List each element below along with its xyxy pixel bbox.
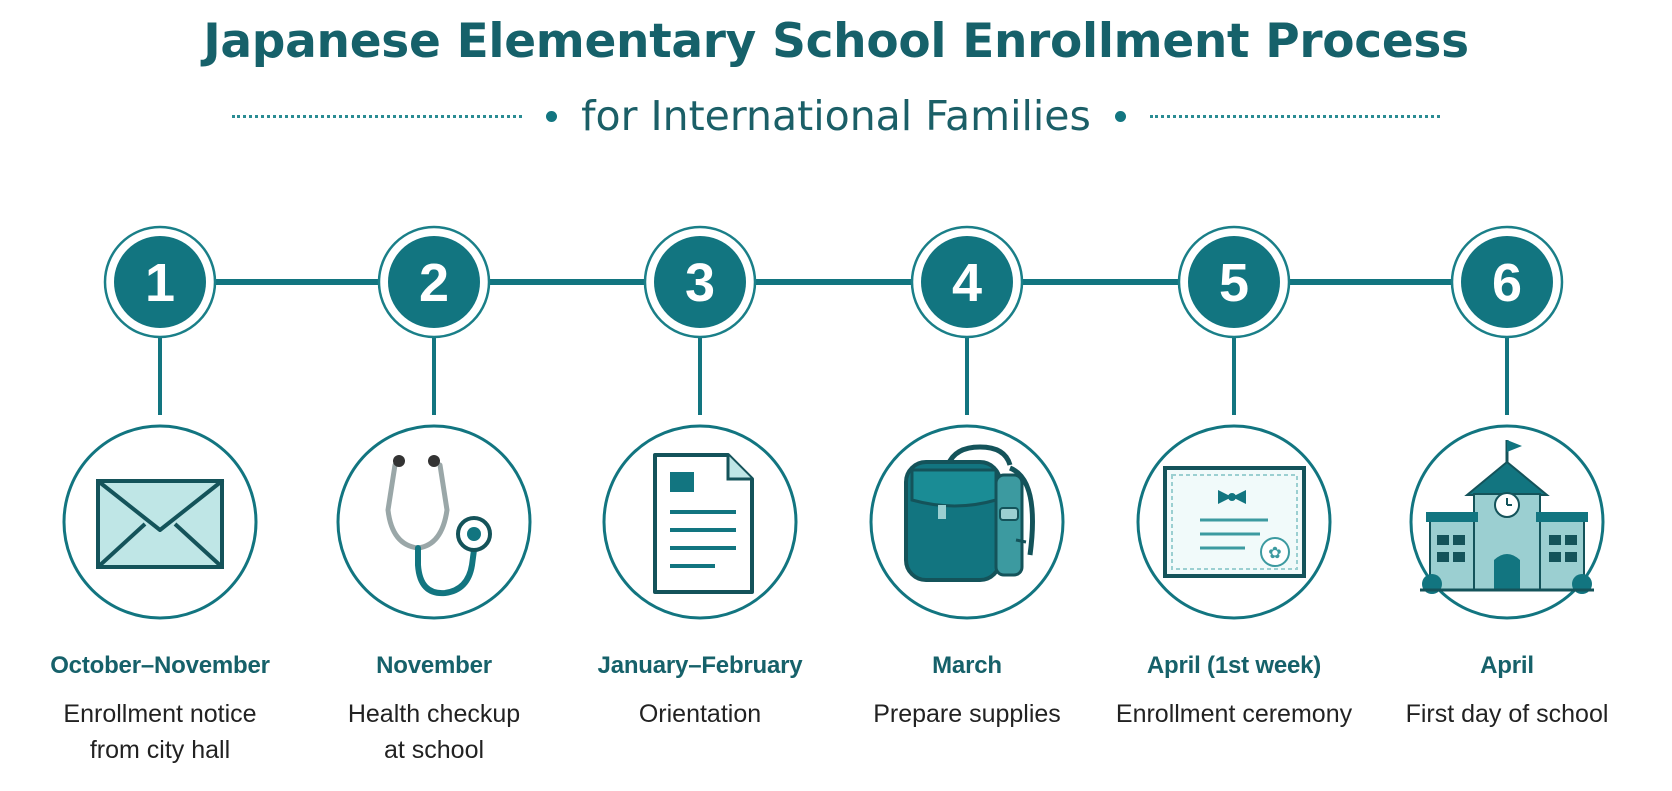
step-5	[1138, 227, 1330, 618]
step-5-description-line-1: Enrollment ceremony	[1115, 700, 1353, 728]
svg-text:✿: ✿	[1268, 543, 1282, 562]
step-2-description-line-1: Health checkup	[347, 700, 521, 728]
step-5-date: April (1st week)	[1146, 652, 1322, 679]
step-4-date: March	[932, 652, 1002, 679]
step-3-description	[555, 696, 845, 732]
step-2-description-line-2: at school	[383, 736, 485, 764]
step-6-description	[1362, 696, 1652, 732]
step-3-date: January–February	[597, 652, 803, 679]
step-1-date: October–November	[50, 652, 270, 679]
step-1-description-line-1: Enrollment notice	[63, 700, 257, 728]
step-2-number: 2	[418, 253, 450, 313]
page-subtitle: for International Families	[581, 92, 1091, 140]
step-6-number: 6	[1491, 253, 1523, 313]
step-5-description	[1089, 696, 1379, 732]
backpack-icon	[906, 447, 1033, 580]
envelope-icon	[98, 481, 222, 567]
step-2	[338, 227, 530, 618]
step-4	[871, 227, 1063, 618]
page-title: Japanese Elementary School Enrollment Process	[203, 14, 1469, 69]
step-2-description	[289, 696, 579, 768]
step-6	[1411, 227, 1603, 618]
document-icon	[655, 455, 752, 592]
step-1	[64, 227, 256, 618]
step-4-description-line-1: Prepare supplies	[873, 700, 1061, 728]
certificate-icon	[1165, 468, 1304, 576]
step-3-number: 3	[684, 253, 716, 313]
step-4-number: 4	[951, 253, 983, 313]
step-1-description	[15, 696, 305, 768]
step-3	[604, 227, 796, 618]
step-6-date: April	[1480, 652, 1534, 679]
step-3-description-line-1: Orientation	[638, 700, 762, 728]
step-4-description	[822, 696, 1112, 732]
step-1-number: 1	[144, 253, 176, 313]
step-5-number: 5	[1218, 253, 1250, 313]
step-1-description-line-2: from city hall	[89, 736, 231, 764]
step-6-description-line-1: First day of school	[1405, 700, 1609, 728]
step-2-date: November	[376, 652, 492, 679]
